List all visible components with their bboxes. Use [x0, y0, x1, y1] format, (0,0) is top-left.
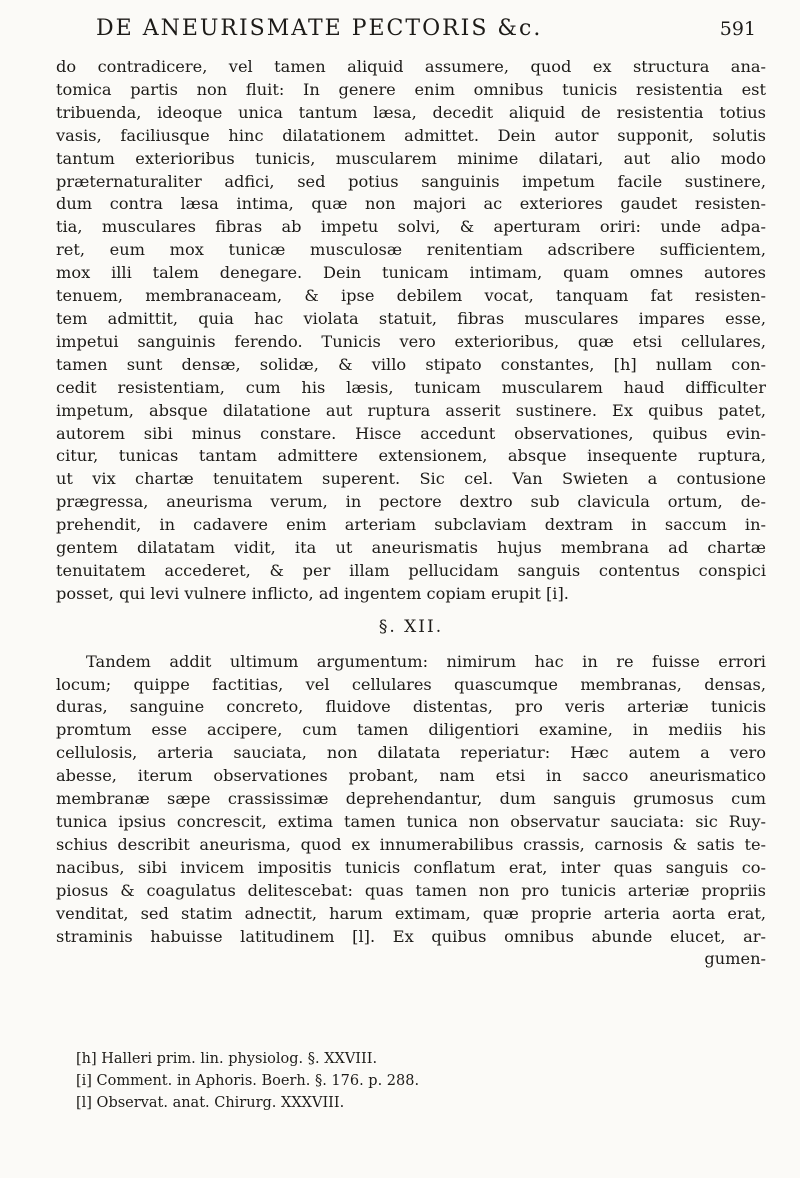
- text-line: schius describit aneurisma, quod ex innumerabilibus crassis, carnosis & satis te-: [56, 834, 766, 854]
- text-line: posset, qui levi vulnere inflicto, ad ingentem copiam erupit [i].: [56, 583, 569, 603]
- text-line: duras, sanguine concreto, fluidove distentas, pro veris arteriæ tunicis: [56, 697, 766, 717]
- text-line: mox illi talem denegare. Dein tunicam intimam, quam omnes autores: [56, 263, 766, 283]
- text-line: dum contra læsa intima, quæ non majori ac exteriores gaudet resisten-: [56, 194, 766, 214]
- text-line: venditat, sed statim adnectit, harum extimam, quæ proprie arteria aorta erat,: [56, 903, 766, 923]
- text-line: ret, eum mox tunicæ musculosæ renitentiam adscribere sufficientem,: [56, 240, 766, 260]
- page-header: [96, 16, 756, 50]
- footnote: [l] Observat. anat. Chirurg. XXXVIII.: [76, 1095, 345, 1111]
- text-line: tamen sunt densæ, solidæ, & villo stipato constantes, [h] nullam con-: [56, 354, 766, 374]
- text-line: tem admittit, quia hac violata statuit, fibras musculares impares esse,: [56, 308, 766, 328]
- text-line: membranæ sæpe crassissimæ deprehendantur, dum sanguis grumosus cum: [56, 789, 766, 809]
- footnote: [i] Comment. in Aphoris. Boerh. §. 176. p. 288.: [76, 1073, 420, 1089]
- text-line: tantum exterioribus tunicis, muscularem minime dilatari, aut alio modo: [56, 148, 766, 168]
- text-line: cedit resistentiam, cum his læsis, tunicam muscularem haud difficulter: [56, 377, 766, 397]
- text-line: prægressa, aneurisma verum, in pectore dextro sub clavicula ortum, de-: [56, 492, 766, 512]
- text-line: straminis habuisse latitudinem [l]. Ex quibus omnibus abunde elucet, ar-: [56, 926, 766, 946]
- paragraph-2: [56, 651, 766, 949]
- text-line: impetum, absque dilatatione aut ruptura asserit sustinere. Ex quibus patet,: [56, 400, 766, 420]
- text-line: locum; quippe factitias, vel cellulares quascumque membranas, densas,: [56, 674, 766, 694]
- page-number: 591: [719, 18, 756, 40]
- catchword: gumen-: [704, 949, 766, 969]
- text-line: tunica ipsius concrescit, extima tamen tunica non observatur sauciata: sic Ruy-: [56, 812, 766, 831]
- text-line: abesse, iterum observationes probant, nam etsi in sacco aneurismatico: [56, 766, 766, 786]
- section-heading: §. XII.: [378, 616, 444, 637]
- text-line: tribuenda, ideoque unica tantum læsa, decedit aliquid de resistentia totius: [56, 102, 766, 122]
- footnote: [h] Halleri prim. lin. physiolog. §. XXVIII.: [76, 1051, 378, 1067]
- text-line: tia, musculares fibras ab impetu solvi, & aperturam oriri: unde adpa-: [56, 217, 766, 237]
- text-line: do contradicere, vel tamen aliquid assumere, quod ex structura ana-: [56, 57, 766, 76]
- text-line: præternaturaliter adfici, sed potius sanguinis impetum facile sustinere,: [56, 171, 766, 191]
- text-line: citur, tunicas tantam admittere extensionem, absque insequente ruptura,: [56, 446, 766, 466]
- text-line: cellulosis, arteria sauciata, non dilatata reperiatur: Hæc autem a vero: [56, 743, 766, 763]
- text-line: Tandem addit ultimum argumentum: nimirum hac in re fuisse errori: [86, 651, 766, 671]
- footnotes: [76, 1048, 676, 1114]
- text-line: gentem dilatatam vidit, ita ut aneurismatis hujus membrana ad chartæ: [56, 538, 766, 558]
- text-line: nacibus, sibi invicem impositis tunicis conflatum erat, inter quas sanguis co-: [56, 857, 766, 877]
- text-line: autorem sibi minus constare. Hisce accedunt observationes, quibus evin-: [56, 423, 766, 443]
- text-line: tenuem, membranaceam, & ipse debilem vocat, tanquam fat resisten-: [56, 286, 766, 306]
- text-line: prehendit, in cadavere enim arteriam subclaviam dextram in saccum in-: [56, 515, 766, 535]
- paragraph-1: [56, 56, 766, 606]
- text-line: impetui sanguinis ferendo. Tunicis vero exterioribus, quæ etsi cellulares,: [56, 331, 766, 351]
- running-head: DE ANEURISMATE PECTORIS &c.: [96, 16, 543, 41]
- text-line: tomica partis non fluit: In genere enim omnibus tunicis resistentia est: [56, 79, 766, 99]
- text-line: piosus & coagulatus delitescebat: quas tamen non pro tunicis arteriæ propriis: [56, 880, 766, 900]
- page-body: [56, 56, 766, 971]
- text-line: vasis, faciliusque hinc dilatationem admittet. Dein autor supponit, solutis: [56, 125, 766, 145]
- text-line: promtum esse accipere, cum tamen diligentiori examine, in mediis his: [56, 720, 766, 740]
- text-line: tenuitatem accederet, & per illam pellucidam sanguis contentus conspici: [56, 560, 766, 580]
- text-line: ut vix chartæ tenuitatem superent. Sic cel. Van Swieten a contusione: [56, 469, 766, 489]
